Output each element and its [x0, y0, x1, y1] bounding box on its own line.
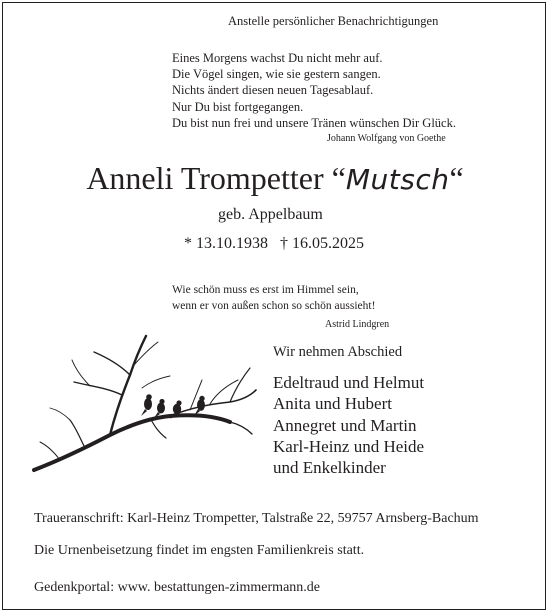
poem-line: Nur Du bist fortgegangen.: [172, 99, 304, 114]
quote-author: Astrid Lindgren: [325, 319, 390, 330]
mourner-entry: Anita und Hubert: [273, 394, 392, 414]
deceased-name: Anneli Trompetter: [86, 160, 324, 196]
birth-date: * 13.10.1938: [184, 235, 268, 252]
poem-line: Nichts ändert diesen neuen Tagesablauf.: [172, 83, 374, 98]
quote-line: wenn er von außen schon so schön aussieht!: [172, 300, 376, 312]
farewell-heading: Wir nehmen Abschied: [273, 344, 403, 360]
death-date: † 16.05.2025: [280, 235, 364, 252]
mourner-entry: und Enkelkinder: [273, 458, 386, 478]
memorial-portal: Gedenkportal: www. bestattungen-zimmermann.de: [34, 580, 321, 595]
life-dates: [184, 235, 364, 253]
mourning-address: Traueranschrift: Karl-Heinz Trompetter, Talstraße 22, 59757 Arnsberg-Bachum: [34, 511, 479, 526]
poem-line: Die Vögel singen, wie sie gestern sangen.: [172, 67, 381, 82]
intro-text: Anstelle persönlicher Benachrichtigungen: [228, 14, 439, 28]
poem-line: Eines Morgens wachst Du nicht mehr auf.: [172, 51, 383, 65]
quote-line: Wie schön muss es erst im Himmel sein,: [172, 284, 359, 296]
deceased-name-line: [0, 160, 550, 197]
close-quote: “: [449, 160, 464, 196]
deceased-nickname: Mutsch: [345, 163, 450, 196]
quote: [172, 282, 375, 314]
mourner-entry: Edeltraud und Helmut: [273, 373, 425, 392]
mourner-entry: Annegret und Martin: [273, 415, 417, 435]
branch-with-birds-illustration: [30, 330, 260, 480]
burial-note: Die Urnenbeisetzung findet im engsten Familienkreis statt.: [34, 543, 365, 558]
mourners-list: [273, 372, 424, 478]
birth-name: geb. Appelbaum: [218, 206, 323, 223]
poem: [172, 50, 456, 131]
mourner-entry: Karl-Heinz und Heide: [273, 436, 425, 456]
bird-icon: [144, 398, 152, 410]
poem-line: Du bist nun frei und unsere Tränen wünschen Dir Glück.: [172, 115, 456, 130]
poem-author: Johann Wolfgang von Goethe: [327, 133, 446, 144]
open-quote: “: [331, 160, 346, 196]
bird-icon: [157, 403, 165, 414]
